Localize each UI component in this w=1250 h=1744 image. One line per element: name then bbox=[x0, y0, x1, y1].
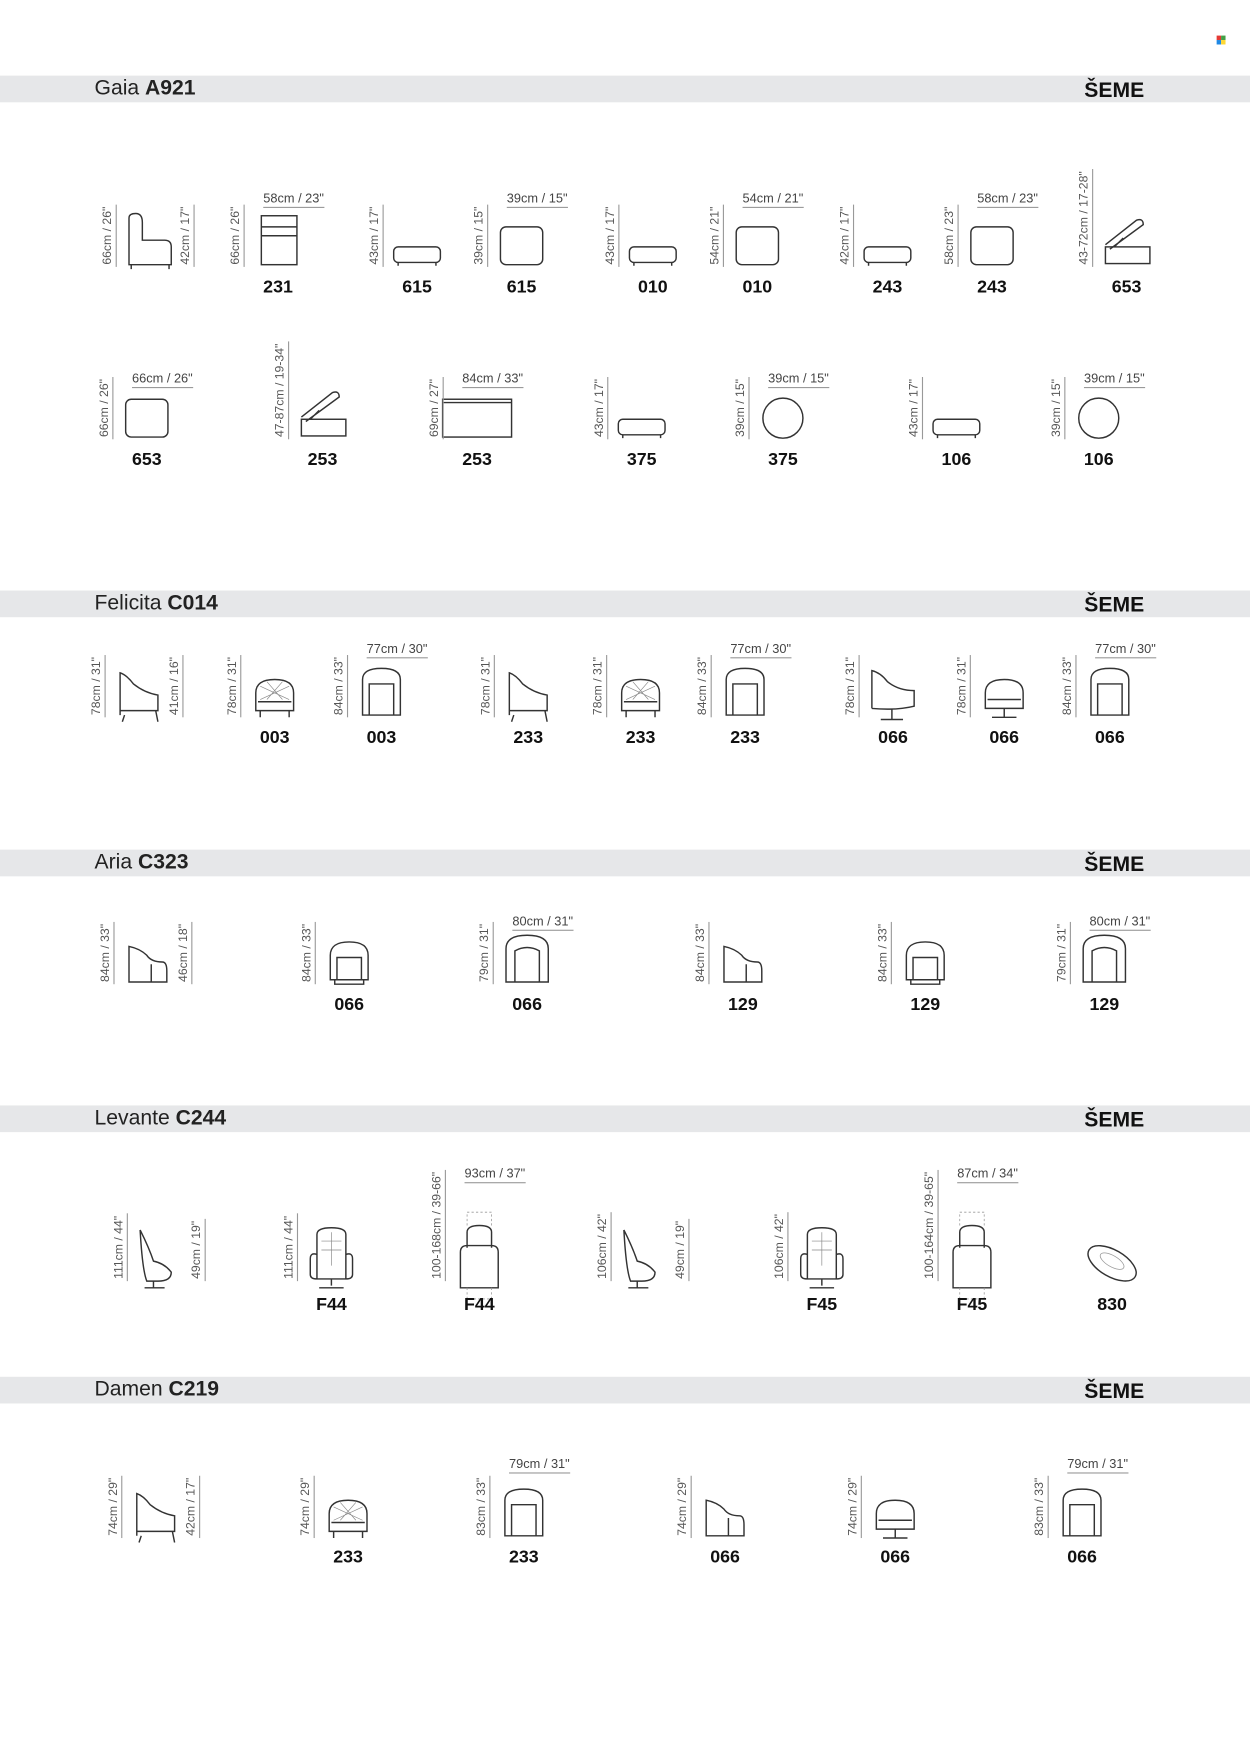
height-dimension-label: 111cm / 44" bbox=[282, 1214, 298, 1282]
section-title bbox=[95, 592, 218, 616]
chair-side-icon bbox=[498, 662, 558, 730]
product-code: 066 bbox=[1095, 728, 1125, 748]
square-icon bbox=[117, 384, 177, 452]
product-code: 233 bbox=[625, 728, 656, 748]
height-dimension-label: 74cm / 29" bbox=[676, 1476, 692, 1539]
section-title bbox=[95, 1378, 220, 1402]
product-code: 066 bbox=[880, 1548, 911, 1567]
width-dimension-label: 77cm / 30" bbox=[730, 643, 791, 659]
tub-side-icon bbox=[118, 929, 178, 997]
product-code: 375 bbox=[768, 450, 798, 470]
product-code: 066 bbox=[710, 1548, 740, 1567]
height-dimension-label: 84cm / 33" bbox=[300, 922, 316, 985]
section-header bbox=[0, 1377, 1250, 1404]
height-dimension-label: 78cm / 31" bbox=[844, 655, 860, 718]
height-dimension-label: 78cm / 31" bbox=[592, 655, 608, 718]
width-dimension-label: 79cm / 31" bbox=[509, 1458, 570, 1474]
model-code: A921 bbox=[145, 76, 196, 101]
product-code: 129 bbox=[728, 995, 758, 1015]
recliner-top-icon bbox=[942, 1226, 1002, 1294]
height-dimension-label: 83cm / 33" bbox=[475, 1476, 491, 1539]
collection-name: Aria bbox=[94, 850, 133, 875]
seat-height-dimension-label: 42cm / 17" bbox=[185, 1476, 201, 1539]
height-dimension-label: 111cm / 44" bbox=[112, 1214, 128, 1282]
tub-top-icon bbox=[497, 929, 557, 997]
section-header bbox=[0, 1105, 1250, 1132]
ottoman-icon bbox=[623, 211, 683, 279]
swivel-front-icon bbox=[974, 662, 1034, 730]
recliner-side-icon bbox=[615, 1226, 675, 1294]
tub-side-icon bbox=[695, 1482, 755, 1550]
product-code: 375 bbox=[626, 450, 657, 470]
product-code: 615 bbox=[506, 278, 537, 297]
chair-front-icon bbox=[245, 662, 305, 730]
height-dimension-label: 43cm / 17" bbox=[593, 377, 609, 440]
height-dimension-label: 84cm / 33" bbox=[99, 922, 115, 985]
product-code: 003 bbox=[366, 728, 397, 748]
seme-label: ŠEME bbox=[1084, 78, 1145, 103]
ottoman-icon bbox=[612, 384, 672, 452]
section-header bbox=[0, 850, 1250, 877]
swivel-front-icon bbox=[865, 1482, 925, 1550]
height-dimension-label: 66cm / 26" bbox=[98, 377, 114, 440]
product-code: F45 bbox=[806, 1295, 838, 1315]
height-dimension-label: 39cm / 15" bbox=[1050, 377, 1066, 440]
section-title bbox=[95, 1107, 227, 1131]
height-dimension-label: 100-164cm / 39-65" bbox=[923, 1170, 939, 1281]
width-dimension-label: 84cm / 33" bbox=[462, 373, 523, 389]
height-dimension-label: 69cm / 27" bbox=[428, 377, 444, 440]
width-dimension-label: 39cm / 15" bbox=[768, 373, 829, 389]
product-code: 066 bbox=[334, 995, 365, 1015]
section-title bbox=[95, 77, 196, 101]
storage-ottoman-icon bbox=[1097, 211, 1157, 279]
height-dimension-label: 106cm / 42" bbox=[773, 1212, 789, 1281]
product-code: 233 bbox=[730, 728, 760, 748]
height-dimension-label: 106cm / 42" bbox=[596, 1212, 612, 1281]
height-dimension-label: 58cm / 23" bbox=[943, 204, 959, 267]
product-code: 066 bbox=[878, 728, 908, 748]
product-code: 106 bbox=[1083, 450, 1114, 470]
model-code: C219 bbox=[168, 1377, 220, 1402]
product-code: 243 bbox=[977, 278, 1007, 297]
chair-top-icon bbox=[715, 662, 775, 730]
chair-top-icon bbox=[494, 1482, 554, 1550]
circle-icon bbox=[753, 384, 813, 452]
height-dimension-label: 74cm / 29" bbox=[107, 1476, 123, 1539]
height-dimension-label: 100-168cm / 39-66" bbox=[430, 1170, 446, 1281]
model-code: C014 bbox=[167, 591, 218, 615]
height-dimension-label: 84cm / 33" bbox=[694, 922, 710, 985]
height-dimension-label: 39cm / 15" bbox=[473, 204, 489, 267]
width-dimension-label: 80cm / 31" bbox=[1090, 915, 1151, 931]
height-dimension-label: 43cm / 17" bbox=[368, 204, 384, 267]
product-code: 010 bbox=[637, 278, 668, 297]
height-dimension-label: 83cm / 33" bbox=[1033, 1476, 1049, 1539]
product-code: F44 bbox=[463, 1295, 495, 1315]
width-dimension-label: 39cm / 15" bbox=[1084, 373, 1145, 389]
product-code: 003 bbox=[259, 728, 290, 748]
collection-name: Damen bbox=[94, 1377, 163, 1402]
product-code: 830 bbox=[1097, 1295, 1127, 1315]
chair-side-icon bbox=[126, 1482, 186, 1550]
product-code: 233 bbox=[513, 728, 544, 748]
width-dimension-label: 66cm / 26" bbox=[132, 373, 193, 389]
height-dimension-label: 84cm / 33" bbox=[333, 655, 349, 718]
collection-name: Levante bbox=[94, 1106, 170, 1130]
ottoman-icon bbox=[926, 384, 986, 452]
model-code: C244 bbox=[175, 1106, 227, 1130]
height-dimension-label: 79cm / 31" bbox=[478, 922, 494, 985]
height-dimension-label: 74cm / 29" bbox=[846, 1476, 862, 1539]
height-dimension-label: 78cm / 31" bbox=[226, 655, 242, 718]
height-dimension-label: 66cm / 26" bbox=[101, 204, 117, 267]
tub-front-icon bbox=[895, 929, 955, 997]
seat-height-dimension-label: 41cm / 16" bbox=[168, 655, 184, 718]
storage-ottoman-icon bbox=[292, 384, 352, 452]
height-dimension-label: 79cm / 31" bbox=[1055, 922, 1071, 985]
product-code: 129 bbox=[910, 995, 941, 1015]
width-dimension-label: 58cm / 23" bbox=[977, 192, 1038, 208]
height-dimension-label: 54cm / 21" bbox=[708, 204, 724, 267]
height-dimension-label: 84cm / 33" bbox=[876, 922, 892, 985]
seme-label: ŠEME bbox=[1084, 852, 1145, 877]
seme-label: ŠEME bbox=[1084, 593, 1145, 618]
ottoman-icon bbox=[387, 211, 447, 279]
section-title bbox=[95, 851, 189, 875]
recliner-front-icon bbox=[301, 1226, 361, 1294]
chair-front-icon bbox=[318, 1482, 378, 1550]
height-dimension-label: 43cm / 17" bbox=[907, 377, 923, 440]
width-dimension-label: 54cm / 21" bbox=[743, 192, 804, 208]
height-dimension-label: 84cm / 33" bbox=[1061, 655, 1077, 718]
swivel-side-icon bbox=[863, 662, 923, 730]
product-code: 615 bbox=[402, 278, 432, 297]
collection-name: Felicita bbox=[94, 591, 162, 615]
product-code: 253 bbox=[307, 450, 338, 470]
product-code: 066 bbox=[989, 728, 1020, 748]
seat-height-dimension-label: 46cm / 18" bbox=[177, 922, 193, 985]
product-code: 129 bbox=[1089, 995, 1120, 1015]
box-icon bbox=[248, 211, 308, 279]
width-dimension-label: 77cm / 30" bbox=[1095, 643, 1156, 659]
circle-icon bbox=[1069, 384, 1129, 452]
pouf-icon bbox=[1082, 1226, 1142, 1294]
width-dimension-label: 79cm / 31" bbox=[1067, 1458, 1128, 1474]
width-dimension-label: 87cm / 34" bbox=[957, 1168, 1018, 1184]
height-dimension-label: 84cm / 33" bbox=[696, 655, 712, 718]
seme-label: ŠEME bbox=[1084, 1380, 1145, 1404]
product-code: 653 bbox=[1111, 278, 1142, 297]
product-code: 106 bbox=[941, 450, 972, 470]
tub-front-icon bbox=[319, 929, 379, 997]
chair-top-icon bbox=[351, 662, 411, 730]
collection-name: Gaia bbox=[94, 76, 140, 101]
chair-top-icon bbox=[1052, 1482, 1112, 1550]
recliner-front-icon bbox=[792, 1226, 852, 1294]
height-dimension-label: 66cm / 26" bbox=[229, 204, 245, 267]
seat-height-dimension-label: 49cm / 19" bbox=[674, 1219, 690, 1282]
product-code: 243 bbox=[872, 278, 903, 297]
tub-top-icon bbox=[1074, 929, 1134, 997]
seat-height-dimension-label: 49cm / 19" bbox=[190, 1219, 206, 1282]
armchair-side-icon bbox=[120, 211, 180, 279]
height-dimension-label: 47-87cm / 19-34" bbox=[274, 341, 290, 439]
product-code: 231 bbox=[263, 278, 293, 297]
seat-height-dimension-label: 42cm / 17" bbox=[179, 204, 195, 267]
width-dimension-label: 39cm / 15" bbox=[507, 192, 568, 208]
product-code: 653 bbox=[131, 450, 162, 470]
height-dimension-label: 78cm / 31" bbox=[955, 655, 971, 718]
seme-label: ŠEME bbox=[1084, 1108, 1145, 1133]
chair-front-icon bbox=[611, 662, 671, 730]
product-code: 066 bbox=[1067, 1548, 1097, 1567]
width-dimension-label: 58cm / 23" bbox=[263, 192, 324, 208]
product-code: 253 bbox=[462, 450, 492, 470]
brand-logo-icon bbox=[1217, 36, 1226, 45]
height-dimension-label: 42cm / 17" bbox=[839, 204, 855, 267]
width-dimension-label: 80cm / 31" bbox=[512, 915, 573, 931]
height-dimension-label: 78cm / 31" bbox=[90, 655, 106, 718]
tub-side-icon bbox=[713, 929, 773, 997]
height-dimension-label: 39cm / 15" bbox=[734, 377, 750, 440]
width-dimension-label: 93cm / 37" bbox=[465, 1168, 526, 1184]
product-code: 233 bbox=[333, 1548, 363, 1567]
recliner-side-icon bbox=[131, 1226, 191, 1294]
product-code: 066 bbox=[512, 995, 542, 1015]
chair-top-icon bbox=[1080, 662, 1140, 730]
height-dimension-label: 43-72cm / 17-28" bbox=[1078, 169, 1094, 267]
width-dimension-label: 77cm / 30" bbox=[367, 643, 428, 659]
rect-icon bbox=[447, 384, 507, 452]
square-icon bbox=[962, 211, 1022, 279]
recliner-top-icon bbox=[449, 1226, 509, 1294]
square-icon bbox=[727, 211, 787, 279]
ottoman-icon bbox=[857, 211, 917, 279]
height-dimension-label: 74cm / 29" bbox=[299, 1476, 315, 1539]
square-icon bbox=[492, 211, 552, 279]
product-code: F44 bbox=[316, 1295, 347, 1315]
section-header bbox=[0, 591, 1250, 618]
model-code: C323 bbox=[137, 850, 189, 875]
height-dimension-label: 78cm / 31" bbox=[479, 655, 495, 718]
product-code: 010 bbox=[742, 278, 773, 297]
section-header bbox=[0, 76, 1250, 103]
product-code: F45 bbox=[956, 1295, 988, 1315]
height-dimension-label: 43cm / 17" bbox=[604, 204, 620, 267]
chair-side-icon bbox=[109, 662, 169, 730]
product-code: 233 bbox=[508, 1548, 539, 1567]
